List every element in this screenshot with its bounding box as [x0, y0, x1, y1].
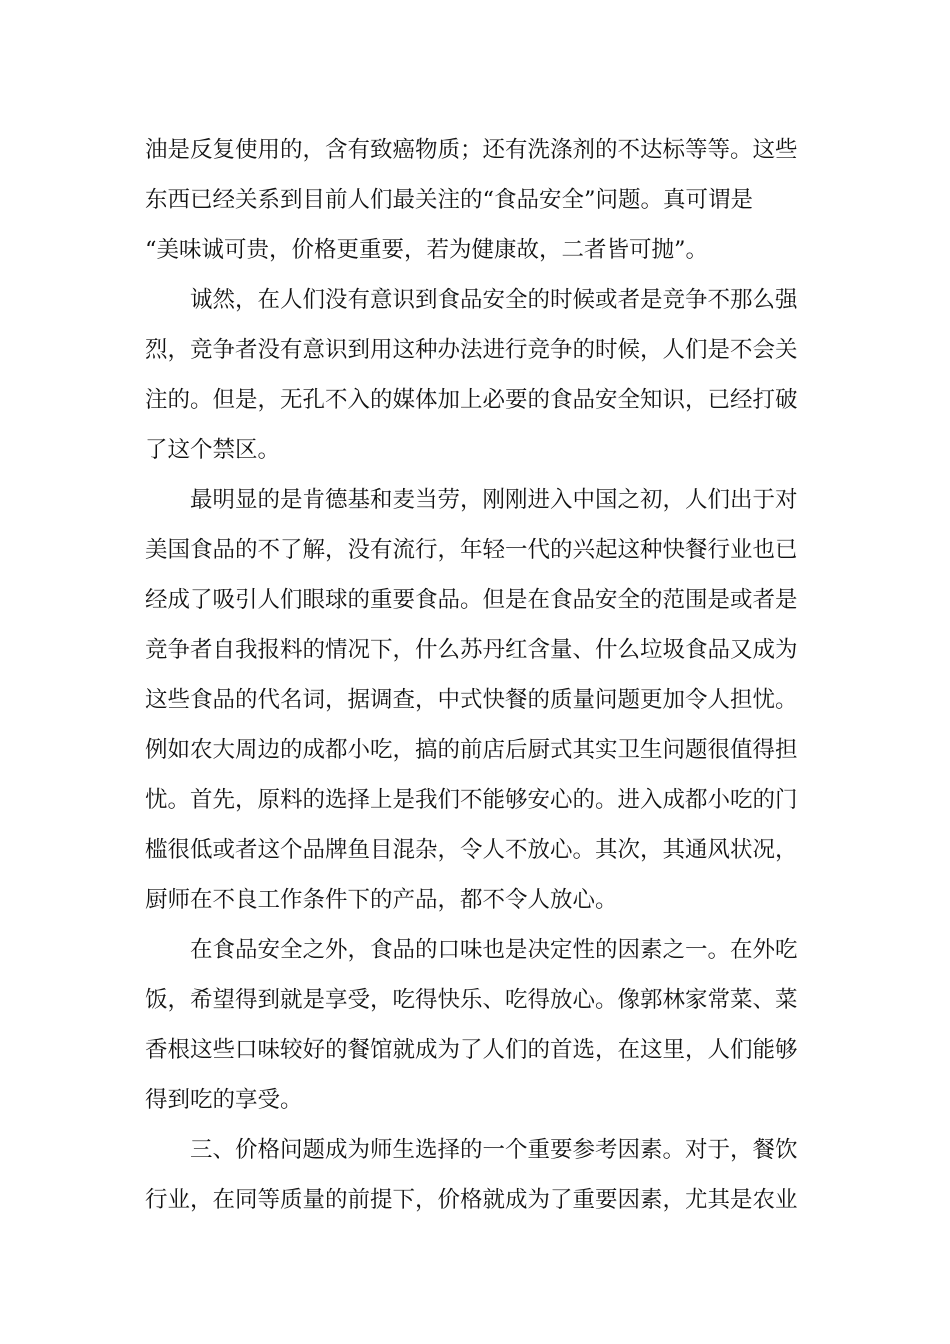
- text-line: [0, 175, 950, 225]
- text-line: [0, 225, 950, 275]
- text-line-content: “美味诚可贵，价格更重要，若为健康故，二者皆可抛”。: [145, 237, 709, 263]
- text-line-content: 油是反复使用的，含有致癌物质；还有洗涤剂的不达标等等。这些: [145, 137, 798, 163]
- text-line: [0, 1125, 950, 1175]
- text-line: [0, 525, 950, 575]
- text-line-content: 香根这些口味较好的餐馆就成为了人们的首选，在这里，人们能够: [145, 1037, 798, 1063]
- text-line: [0, 425, 950, 475]
- text-line-content: 例如农大周边的成都小吃，搞的前店后厨式其实卫生问题很值得担: [145, 737, 798, 763]
- text-line-content: 烈，竞争者没有意识到用这种办法进行竞争的时候，人们是不会关: [145, 337, 798, 363]
- text-line: [0, 625, 950, 675]
- text-line: [0, 1075, 950, 1125]
- text-line-content: 行业，在同等质量的前提下，价格就成为了重要因素，尤其是农业: [145, 1187, 798, 1213]
- text-line-content: 美国食品的不了解，没有流行，年轻一代的兴起这种快餐行业也已: [145, 537, 798, 563]
- text-line: [0, 275, 950, 325]
- text-line-content: 竞争者自我报料的情况下，什么苏丹红含量、什么垃圾食品又成为: [145, 637, 798, 663]
- text-line-content: 得到吃的享受。: [145, 1087, 303, 1113]
- text-line: [0, 325, 950, 375]
- text-line: [0, 475, 950, 525]
- text-line: [0, 675, 950, 725]
- text-line-content: 槛很低或者这个品牌鱼目混杂，令人不放心。其次，其通风状况，: [145, 837, 798, 863]
- text-line-content: 这些食品的代名词，据调查，中式快餐的质量问题更加令人担忧。: [145, 687, 798, 713]
- text-line-content: 饭，希望得到就是享受，吃得快乐、吃得放心。像郭林家常菜、菜: [145, 987, 798, 1013]
- text-line: [0, 775, 950, 825]
- text-line-content: 三、价格问题成为师生选择的一个重要参考因素。对于，餐饮: [190, 1137, 798, 1163]
- text-line-content: 在食品安全之外，食品的口味也是决定性的因素之一。在外吃: [190, 937, 798, 963]
- text-line-content: 东西已经关系到目前人们最关注的“食品安全”问题。真可谓是: [145, 187, 754, 213]
- text-line: [0, 925, 950, 975]
- text-line-content: 了这个禁区。: [145, 437, 281, 463]
- text-line-content: 注的。但是，无孔不入的媒体加上必要的食品安全知识，已经打破: [145, 387, 798, 413]
- text-line: [0, 1025, 950, 1075]
- text-line: [0, 725, 950, 775]
- text-line: [0, 1175, 950, 1225]
- text-line-content: 诚然，在人们没有意识到食品安全的时候或者是竞争不那么强: [190, 287, 798, 313]
- text-line-content: 忧。首先，原料的选择上是我们不能够安心的。进入成都小吃的门: [145, 787, 798, 813]
- text-line-content: 经成了吸引人们眼球的重要食品。但是在食品安全的范围是或者是: [145, 587, 798, 613]
- text-line: [0, 825, 950, 875]
- text-line-content: 最明显的是肯德基和麦当劳，刚刚进入中国之初，人们出于对: [190, 487, 798, 513]
- text-line: [0, 575, 950, 625]
- text-line: [0, 975, 950, 1025]
- text-line: [0, 375, 950, 425]
- text-line: [0, 125, 950, 175]
- text-line: [0, 875, 950, 925]
- text-line-content: 厨师在不良工作条件下的产品，都不令人放心。: [145, 887, 618, 913]
